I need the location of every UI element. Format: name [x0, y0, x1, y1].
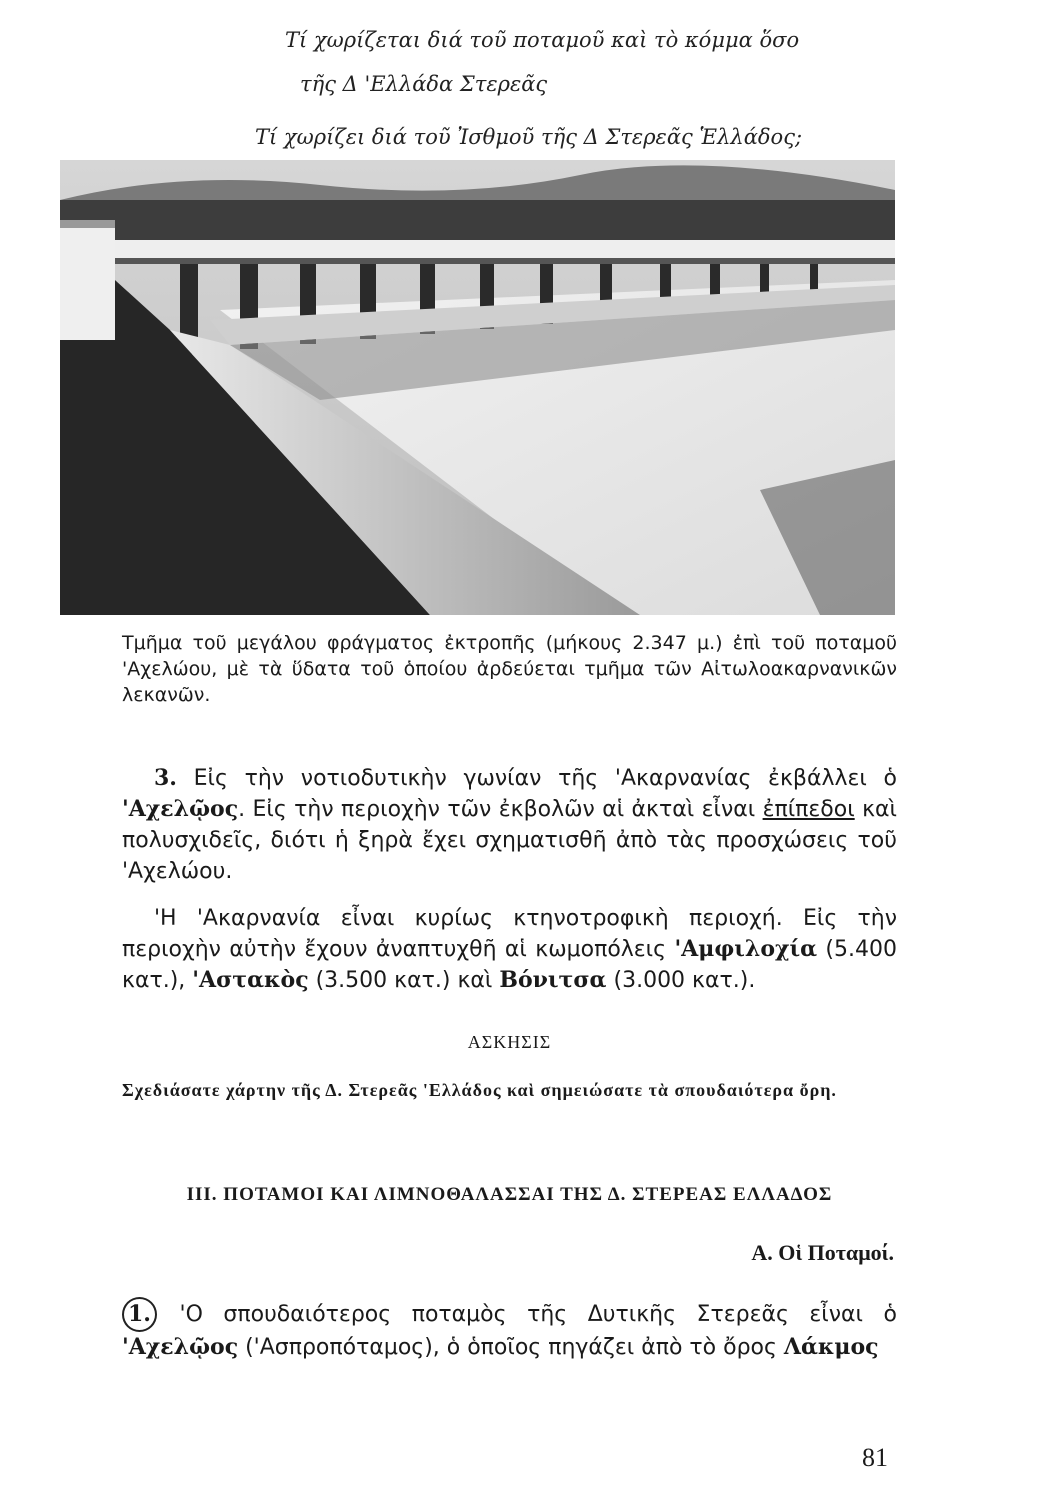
text-span: (3.500 κατ.) καὶ: [308, 968, 500, 993]
river-name: 'Αχελῷος: [122, 796, 239, 822]
underlined-word: ἐπίπεδοι: [762, 797, 855, 822]
dam-photo-illustration: [60, 160, 895, 615]
text-span: καὶ πολυσχιδεῖς, διότι ἡ ξηρὰ ἔχει σχηματισθῆ ἀπὸ τὰς προσχώσεις τοῦ 'Αχελώου.: [122, 797, 897, 884]
river-name: 'Αχελῷος: [122, 1334, 239, 1360]
mountain-name: Λάκμος: [783, 1334, 879, 1360]
exercises-heading: ΑΣΚΗΣΙΣ: [467, 1032, 552, 1052]
section-title: III. ΠΟΤΑΜΟΙ ΚΑΙ ΛΙΜΝΟΘΑΛΑΣΣΑΙ ΤΗΣ Δ. ΣΤΕΡΕΑΣ ΕΛΛΑΔΟΣ: [186, 1184, 833, 1205]
paragraph-number: 3.: [154, 765, 177, 791]
town-astakos: 'Αστακὸς: [192, 967, 309, 993]
handwritten-note-2: τῆς Δ 'Ελλάδα Στερεᾶς: [300, 72, 548, 96]
paragraph-1: [122, 1297, 897, 1363]
text-span: 'Η 'Ακαρνανία εἶναι κυρίως κτηνοτροφικὴ περιοχή. Εἰς τὴν περιοχὴν αὐτὴν ἔχουν ἀναπτυχθῆ αἱ κωμοπόλεις: [122, 906, 897, 962]
text-span: Εἰς τὴν νοτιοδυτικὴν γωνίαν τῆς 'Ακαρνανίας ἐκβάλλει ὁ: [176, 766, 897, 791]
town-amfilochia: 'Αμφιλοχία: [674, 936, 818, 962]
subsection-title: Α. Οἱ Ποταμοί.: [751, 1240, 894, 1265]
page-number: 81: [862, 1443, 888, 1472]
exercise-text: Σχεδιάσατε χάρτην τῆς Δ. Στερεᾶς 'Ελλάδος καὶ σημειώσατε τὰ σπουδαιότερα ὄρη.: [122, 1080, 837, 1100]
text-span: (3.000 κατ.).: [606, 968, 756, 993]
text-span: . Εἰς τὴν περιοχὴν τῶν ἐκβολῶν αἱ ἀκταὶ εἶναι: [238, 797, 763, 822]
text-span: ('Ασπροπόταμος), ὁ ὁποῖος πηγάζει ἀπὸ τὸ ὄρος: [238, 1335, 784, 1360]
text-span: 'Ο σπουδαιότερος ποταμὸς τῆς Δυτικῆς Στερεᾶς εἶναι ὁ: [158, 1302, 897, 1327]
handwritten-note-1: Τί χωρίζεται διά τοῦ ποταμοῦ καὶ τὸ κόμμα ὅσο: [285, 28, 800, 52]
text-span: (5.400 κατ.),: [122, 937, 897, 993]
handwritten-note-3: Τί χωρίζει διά τοῦ Ἰσθμοῦ τῆς Δ Στερεᾶς Ἑλλάδος;: [255, 125, 803, 149]
paragraph-3: [122, 763, 897, 887]
paragraph-number: 1.: [122, 1297, 157, 1332]
photo-caption: Τμῆμα τοῦ μεγάλου φράγματος ἐκτροπῆς (μήκους 2.347 μ.) ἐπὶ τοῦ ποταμοῦ 'Αχελώου, μὲ τὰ ὕδατα τοῦ ὁποίου ἀρδεύεται τμῆμα τῶν Αἰτωλοακαρνανικῶν λεκανῶν.: [122, 632, 897, 706]
town-vonitsa: Βόνιτσα: [499, 967, 607, 993]
paragraph-akarnania: [122, 903, 897, 996]
dam-photograph: [60, 160, 895, 615]
